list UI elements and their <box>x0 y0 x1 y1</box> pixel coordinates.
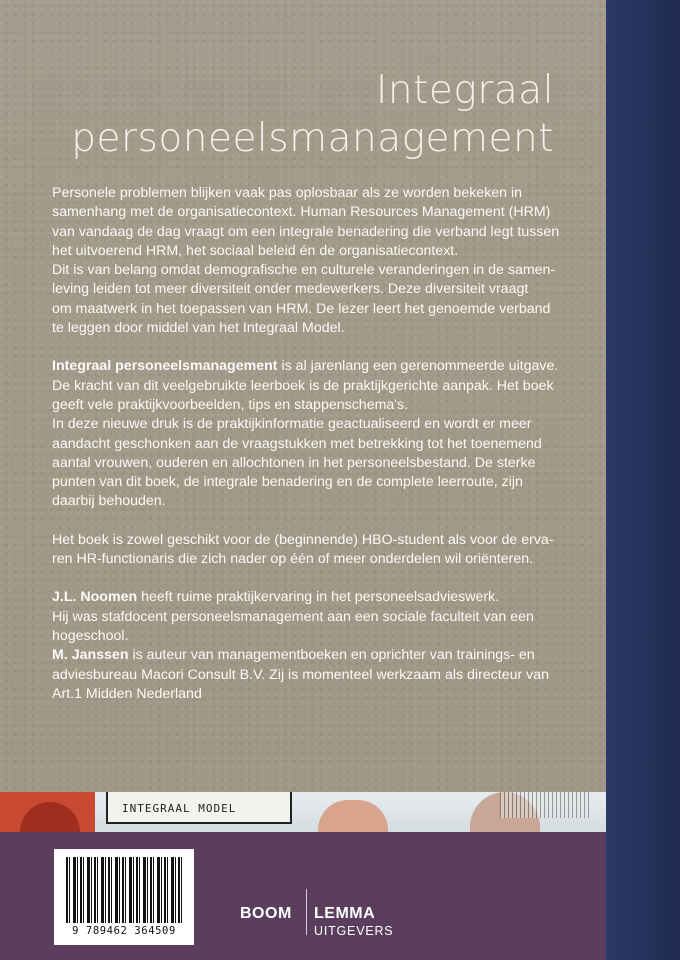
blurb-line: leving leiden tot meer diversiteit onder medewerkers. Deze diversiteit vraagt <box>52 281 529 298</box>
isbn-barcode <box>54 849 194 945</box>
blurb-line: van vandaag de dag vraagt om een integrale benadering die verband legt tussen <box>52 223 560 240</box>
blurb-line: Het boek is zowel geschikt voor de (beginnende) HBO-student als voor de erva- <box>52 531 554 548</box>
blurb-line: Personele problemen blijken vaak pas oplosbaar als ze worden bekeken in <box>52 185 523 201</box>
author-line: adviesbureau Macori Consult B.V. Zij is momenteel werkzaam als directeur van <box>52 666 550 683</box>
book-title-inline: Integraal personeelsmanagement <box>52 358 278 375</box>
blurb-line: De kracht van dit veelgebruikte leerboek is de praktijkgerichte aanpak. Het boek <box>52 377 554 394</box>
blurb-line: ren HR-functionaris die zich nader op één of meer onderdelen wil oriënteren. <box>52 551 534 568</box>
publisher-boom: BOOM <box>240 905 292 922</box>
author-name: M. Janssen <box>52 647 129 664</box>
cartoon-illustration-strip <box>0 792 606 832</box>
blurb-line: daarbij behouden. <box>52 493 166 510</box>
author-line <box>52 646 572 665</box>
author-name: J.L. Noomen <box>52 589 138 606</box>
author-line: Art.1 Midden Nederland <box>52 685 202 702</box>
blurb-line: aandacht geschonken aan de vraagstukken met betrekking tot het toenemend <box>52 435 542 452</box>
blurb-line: om maatwerk in het toepassen van HRM. De lezer leert het genoemde verband <box>52 300 551 317</box>
blurb-line: het uitvoerend HRM, het sociaal beleid én de organisatiecontext. <box>52 242 459 259</box>
blurb-line: In deze nieuwe druk is de praktijkinformatie geactualiseerd en wordt er meer <box>52 416 532 433</box>
blurb-line: te leggen door middel van het Integraal Model. <box>52 320 345 337</box>
author-line <box>52 588 572 607</box>
publisher-lemma: LEMMA <box>314 905 376 922</box>
illustration-hand <box>318 800 388 832</box>
isbn-number: 9 789462 364509 <box>72 925 176 937</box>
blurb-line: samenhang met de organisatiecontext. Human Resources Management (HRM) <box>52 204 551 221</box>
author-line: Hij was stafdocent personeelsmanagement aan een sociale faculteit van een <box>52 608 534 625</box>
blurb-line: Dit is van belang omdat demografische en culturele veranderingen in de samen- <box>52 262 556 279</box>
author-line: hogeschool. <box>52 627 129 644</box>
publisher-uitgevers: UITGEVERS <box>314 924 394 938</box>
blurb-line: punten van dit boek, de integrale benadering en de complete leerroute, zijn <box>52 474 523 491</box>
blurb-line <box>52 357 572 376</box>
sign-text: INTEGRAAL MODEL <box>122 802 237 815</box>
blurb-line: geeft vele praktijkvoorbeelden, tips en stappenschema's. <box>52 396 409 413</box>
author-bio: heeft ruime praktijkervaring in het personeelsadvieswerk. <box>137 589 500 606</box>
author-bio: is auteur van managementboeken en oprichter van trainings- en <box>128 647 535 664</box>
logo-divider <box>306 889 307 935</box>
book-spine <box>606 0 680 960</box>
blurb-line: aantal vrouwen, ouderen en allochtonen in het personeelsbestand. De sterke <box>52 454 536 471</box>
title-line-2: personeelsmanagement <box>71 116 554 161</box>
title-line-1: Integraal <box>375 68 554 113</box>
blurb-line-rest: is al jarenlang een gerenommeerde uitgave. <box>277 358 559 375</box>
blurb <box>52 184 572 704</box>
integraal-model-sign <box>106 792 292 824</box>
barcode-bars <box>66 857 182 923</box>
